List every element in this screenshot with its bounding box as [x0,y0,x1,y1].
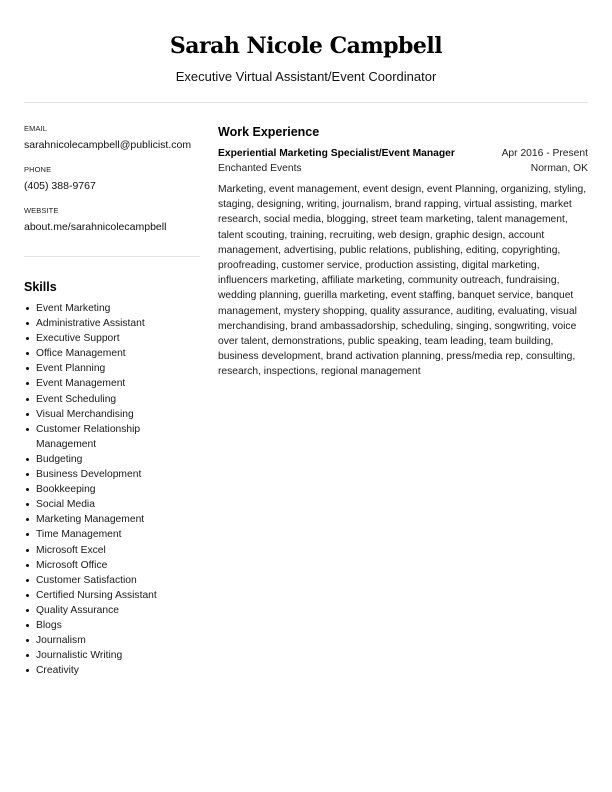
skill-item: Journalism [24,633,200,648]
skill-item: Microsoft Excel [24,543,200,558]
job-dates: Apr 2016 - Present [501,148,588,159]
contact-website [24,206,200,235]
skill-item: Time Management [24,527,200,542]
contact-phone [24,165,200,194]
skill-item: Social Media [24,497,200,512]
job-description: Marketing, event management, event design, event Planning, organizing, styling, staging, designing, writing, journalism, brand rapping, virtual assisting, market research, social media, blogging, street team marketing, talent management, talent scouting, training, recruiting, web design, graphic design, account management, advertising, public relations, publishing, editing, copyrighting, proofreading, customer service, production assisting, digital marketing, influencers marketing, affiliate marketing, community outreach, fundraising, wedding planning, guerilla marketing, event staffing, banquet service, banquet management, mystery shopping, quality assurance, auditing, evaluating, visual merchandising, brand ambassadorship, scheduling, singing, songwriting, voice over talent, demonstrations, public speaking, team leading, team building, business development, brand activation planning, press/media rep, consulting, research, inspections, regional management [218,184,587,378]
job-entry [218,146,588,380]
phone-label: PHONE [24,165,52,174]
job-company-row [218,161,588,176]
skill-item: Event Scheduling [24,392,200,407]
skill-item: Budgeting [24,452,200,467]
job-company: Enchanted Events [218,163,302,174]
email-label: EMAIL [24,124,48,133]
skill-item: Marketing Management [24,512,200,527]
skill-item: Customer Satisfaction [24,573,200,588]
email-value[interactable]: sarahnicolecampbell@publicist.com [24,139,192,151]
resume-header [0,30,612,85]
skill-item: Certified Nursing Assistant [24,588,200,603]
skill-item: Journalistic Writing [24,648,200,663]
skill-item: Event Management [24,376,200,391]
job-title: Experiential Marketing Specialist/Event Manager [218,148,455,159]
sidebar [24,124,200,678]
skill-item: Event Planning [24,361,200,376]
header-divider [24,102,588,103]
website-link[interactable]: about.me/sarahnicolecampbell [24,221,167,233]
website-label: WEBSITE [24,206,59,215]
skill-item: Visual Merchandising [24,407,200,422]
work-experience-heading: Work Experience [218,125,320,139]
skill-item: Administrative Assistant [24,316,200,331]
skill-item: Executive Support [24,331,200,346]
job-location: Norman, OK [530,163,588,174]
phone-value: (405) 388-9767 [24,180,96,192]
skill-item: Creativity [24,663,200,678]
skills-list [24,301,200,678]
candidate-title: Executive Virtual Assistant/Event Coordinator [175,69,437,84]
skill-item: Blogs [24,618,200,633]
skill-item: Quality Assurance [24,603,200,618]
contact-email [24,124,200,153]
skill-item: Business Development [24,467,200,482]
sidebar-divider [24,256,200,257]
main-content [218,124,588,380]
skill-item: Event Marketing [24,301,200,316]
skill-item: Bookkeeping [24,482,200,497]
skill-item: Customer Relationship Management [24,422,200,452]
candidate-name: Sarah Nicole Campbell [169,33,443,59]
skill-item: Office Management [24,346,200,361]
skills-heading: Skills [24,280,57,294]
job-title-row [218,146,588,161]
skill-item: Microsoft Office [24,558,200,573]
